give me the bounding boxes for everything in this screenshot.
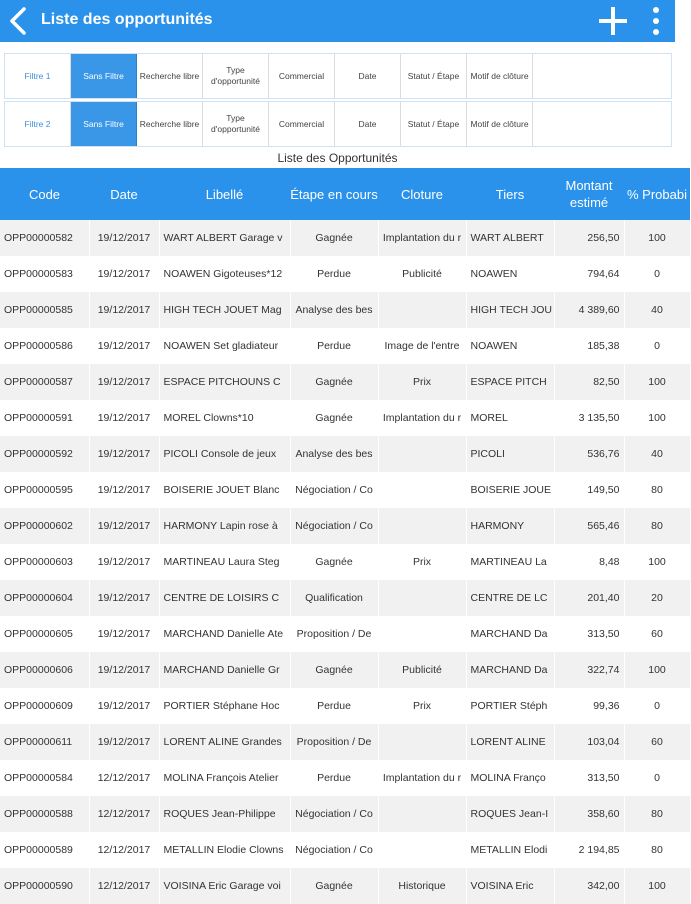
column-header-stage[interactable]: Étape en cours xyxy=(290,168,378,220)
code-cell: OPP00000582 xyxy=(0,220,89,256)
probability-cell: 80 xyxy=(624,508,690,544)
stage-cell: Perdue xyxy=(290,688,378,724)
app-bar xyxy=(0,0,675,42)
amount-cell: 3 135,50 xyxy=(554,400,624,436)
third-party-cell: HIGH TECH JOU xyxy=(466,292,554,328)
more-vert-icon[interactable] xyxy=(646,4,666,38)
third-party-cell: LORENT ALINE xyxy=(466,724,554,760)
table-row[interactable] xyxy=(0,364,690,400)
amount-cell: 2 194,85 xyxy=(554,832,624,868)
label-cell: MARTINEAU Laura Steg xyxy=(159,544,290,580)
date-cell: 19/12/2017 xyxy=(89,472,159,508)
closure-cell: Implantation du r xyxy=(378,760,466,796)
probability-cell: 100 xyxy=(624,544,690,580)
date-cell: 12/12/2017 xyxy=(89,832,159,868)
table-row[interactable] xyxy=(0,508,690,544)
filter-2-status-option[interactable]: Statut / Étape xyxy=(401,102,467,146)
filter-panel xyxy=(4,53,672,149)
third-party-cell: ESPACE PITCH xyxy=(466,364,554,400)
filter-2-opportunity-type-option[interactable]: Type d'opportunité xyxy=(203,102,269,146)
filter-row-1 xyxy=(4,53,672,99)
label-cell: MARCHAND Danielle Gr xyxy=(159,652,290,688)
column-header-third-party[interactable]: Tiers xyxy=(466,168,554,220)
date-cell: 19/12/2017 xyxy=(89,508,159,544)
stage-cell: Gagnée xyxy=(290,544,378,580)
third-party-cell: VOISINA Eric xyxy=(466,868,554,904)
third-party-cell: MARTINEAU La xyxy=(466,544,554,580)
amount-cell: 149,50 xyxy=(554,472,624,508)
amount-cell: 8,48 xyxy=(554,544,624,580)
table-row[interactable] xyxy=(0,580,690,616)
stage-cell: Négociation / Co xyxy=(290,796,378,832)
table-row[interactable] xyxy=(0,256,690,292)
code-cell: OPP00000605 xyxy=(0,616,89,652)
label-cell: HIGH TECH JOUET Mag xyxy=(159,292,290,328)
filter-1-empty-area xyxy=(533,54,671,98)
table-row[interactable] xyxy=(0,436,690,472)
third-party-cell: NOAWEN xyxy=(466,328,554,364)
amount-cell: 4 389,60 xyxy=(554,292,624,328)
stage-cell: Analyse des bes xyxy=(290,436,378,472)
probability-cell: 100 xyxy=(624,868,690,904)
closure-cell: Prix xyxy=(378,544,466,580)
amount-cell: 82,50 xyxy=(554,364,624,400)
stage-cell: Gagnée xyxy=(290,220,378,256)
closure-cell xyxy=(378,436,466,472)
filter-2-no-filter-option[interactable]: Sans Filtre xyxy=(71,102,137,146)
third-party-cell: BOISERIE JOUE xyxy=(466,472,554,508)
date-cell: 19/12/2017 xyxy=(89,688,159,724)
amount-cell: 201,40 xyxy=(554,580,624,616)
label-cell: WART ALBERT Garage v xyxy=(159,220,290,256)
table-body xyxy=(0,220,690,904)
probability-cell: 100 xyxy=(624,400,690,436)
closure-cell xyxy=(378,472,466,508)
third-party-cell: HARMONY xyxy=(466,508,554,544)
filter-1-opportunity-type-option[interactable]: Type d'opportunité xyxy=(203,54,269,98)
code-cell: OPP00000603 xyxy=(0,544,89,580)
amount-cell: 342,00 xyxy=(554,868,624,904)
code-cell: OPP00000595 xyxy=(0,472,89,508)
plus-icon[interactable] xyxy=(597,5,629,37)
table-row[interactable] xyxy=(0,292,690,328)
column-header-closure[interactable]: Cloture xyxy=(378,168,466,220)
probability-cell: 0 xyxy=(624,328,690,364)
stage-cell: Gagnée xyxy=(290,868,378,904)
label-cell: CENTRE DE LOISIRS C xyxy=(159,580,290,616)
stage-cell: Gagnée xyxy=(290,364,378,400)
amount-cell: 322,74 xyxy=(554,652,624,688)
table-row[interactable] xyxy=(0,400,690,436)
table-row[interactable] xyxy=(0,796,690,832)
closure-cell: Publicité xyxy=(378,652,466,688)
probability-cell: 0 xyxy=(624,688,690,724)
back-arrow-icon[interactable] xyxy=(6,6,32,36)
label-cell: MARCHAND Danielle Ate xyxy=(159,616,290,652)
label-cell: BOISERIE JOUET Blanc xyxy=(159,472,290,508)
probability-cell: 40 xyxy=(624,292,690,328)
closure-cell xyxy=(378,724,466,760)
closure-cell xyxy=(378,292,466,328)
code-cell: OPP00000586 xyxy=(0,328,89,364)
third-party-cell: WART ALBERT xyxy=(466,220,554,256)
third-party-cell: CENTRE DE LC xyxy=(466,580,554,616)
code-cell: OPP00000592 xyxy=(0,436,89,472)
filter-row-2 xyxy=(4,101,672,147)
closure-cell xyxy=(378,796,466,832)
filter-2-label: Filtre 2 xyxy=(5,102,71,146)
closure-cell: Implantation du r xyxy=(378,400,466,436)
date-cell: 19/12/2017 xyxy=(89,400,159,436)
code-cell: OPP00000591 xyxy=(0,400,89,436)
table-row[interactable] xyxy=(0,616,690,652)
column-header-code[interactable]: Code xyxy=(0,168,89,220)
table-row[interactable] xyxy=(0,832,690,868)
third-party-cell: MARCHAND Da xyxy=(466,616,554,652)
stage-cell: Négociation / Co xyxy=(290,508,378,544)
stage-cell: Gagnée xyxy=(290,400,378,436)
filter-1-date-option[interactable]: Date xyxy=(335,54,401,98)
closure-cell: Publicité xyxy=(378,256,466,292)
stage-cell: Perdue xyxy=(290,328,378,364)
label-cell: VOISINA Eric Garage voi xyxy=(159,868,290,904)
third-party-cell: ROQUES Jean-I xyxy=(466,796,554,832)
closure-cell: Image de l'entre xyxy=(378,328,466,364)
date-cell: 19/12/2017 xyxy=(89,724,159,760)
code-cell: OPP00000585 xyxy=(0,292,89,328)
probability-cell: 20 xyxy=(624,580,690,616)
stage-cell: Qualification xyxy=(290,580,378,616)
third-party-cell: MOREL xyxy=(466,400,554,436)
table-row[interactable] xyxy=(0,544,690,580)
amount-cell: 313,50 xyxy=(554,760,624,796)
code-cell: OPP00000589 xyxy=(0,832,89,868)
label-cell: PICOLI Console de jeux xyxy=(159,436,290,472)
code-cell: OPP00000611 xyxy=(0,724,89,760)
filter-2-date-option[interactable]: Date xyxy=(335,102,401,146)
label-cell: METALLIN Elodie Clowns xyxy=(159,832,290,868)
code-cell: OPP00000587 xyxy=(0,364,89,400)
amount-cell: 256,50 xyxy=(554,220,624,256)
third-party-cell: NOAWEN xyxy=(466,256,554,292)
column-header-label[interactable]: Libellé xyxy=(159,168,290,220)
closure-cell: Prix xyxy=(378,688,466,724)
label-cell: NOAWEN Set gladiateur xyxy=(159,328,290,364)
table-row[interactable] xyxy=(0,652,690,688)
probability-cell: 80 xyxy=(624,832,690,868)
stage-cell: Proposition / De xyxy=(290,724,378,760)
table-row[interactable] xyxy=(0,724,690,760)
date-cell: 19/12/2017 xyxy=(89,364,159,400)
label-cell: MOLINA François Atelier xyxy=(159,760,290,796)
table-header-row xyxy=(0,168,690,220)
third-party-cell: MARCHAND Da xyxy=(466,652,554,688)
probability-cell: 100 xyxy=(624,364,690,400)
code-cell: OPP00000583 xyxy=(0,256,89,292)
probability-cell: 80 xyxy=(624,472,690,508)
table-row[interactable] xyxy=(0,868,690,904)
probability-cell: 80 xyxy=(624,796,690,832)
probability-cell: 60 xyxy=(624,724,690,760)
stage-cell: Négociation / Co xyxy=(290,832,378,868)
label-cell: LORENT ALINE Grandes xyxy=(159,724,290,760)
probability-cell: 0 xyxy=(624,256,690,292)
closure-cell xyxy=(378,508,466,544)
stage-cell: Perdue xyxy=(290,760,378,796)
amount-cell: 358,60 xyxy=(554,796,624,832)
stage-cell: Perdue xyxy=(290,256,378,292)
code-cell: OPP00000604 xyxy=(0,580,89,616)
amount-cell: 536,76 xyxy=(554,436,624,472)
stage-cell: Analyse des bes xyxy=(290,292,378,328)
code-cell: OPP00000609 xyxy=(0,688,89,724)
filter-1-close-reason-option[interactable]: Motif de clôture xyxy=(467,54,533,98)
amount-cell: 565,46 xyxy=(554,508,624,544)
code-cell: OPP00000588 xyxy=(0,796,89,832)
date-cell: 19/12/2017 xyxy=(89,328,159,364)
third-party-cell: METALLIN Elodi xyxy=(466,832,554,868)
third-party-cell: MOLINA Franço xyxy=(466,760,554,796)
date-cell: 19/12/2017 xyxy=(89,220,159,256)
filter-2-close-reason-option[interactable]: Motif de clôture xyxy=(467,102,533,146)
probability-cell: 60 xyxy=(624,616,690,652)
stage-cell: Négociation / Co xyxy=(290,472,378,508)
stage-cell: Proposition / De xyxy=(290,616,378,652)
third-party-cell: PICOLI xyxy=(466,436,554,472)
filter-1-sales-rep-option[interactable]: Commercial xyxy=(269,54,335,98)
date-cell: 12/12/2017 xyxy=(89,868,159,904)
label-cell: HARMONY Lapin rose à xyxy=(159,508,290,544)
amount-cell: 313,50 xyxy=(554,616,624,652)
filter-2-sales-rep-option[interactable]: Commercial xyxy=(269,102,335,146)
page-title: Liste des opportunités xyxy=(41,11,213,28)
table-row[interactable] xyxy=(0,328,690,364)
filter-1-label: Filtre 1 xyxy=(5,54,71,98)
probability-cell: 40 xyxy=(624,436,690,472)
closure-cell xyxy=(378,616,466,652)
table-row[interactable] xyxy=(0,688,690,724)
table-row[interactable] xyxy=(0,472,690,508)
closure-cell: Prix xyxy=(378,364,466,400)
third-party-cell: PORTIER Stéph xyxy=(466,688,554,724)
amount-cell: 185,38 xyxy=(554,328,624,364)
amount-cell: 794,64 xyxy=(554,256,624,292)
date-cell: 19/12/2017 xyxy=(89,544,159,580)
label-cell: ESPACE PITCHOUNS C xyxy=(159,364,290,400)
date-cell: 19/12/2017 xyxy=(89,580,159,616)
label-cell: PORTIER Stéphane Hoc xyxy=(159,688,290,724)
date-cell: 19/12/2017 xyxy=(89,436,159,472)
filter-1-free-search-option[interactable]: Recherche libre xyxy=(137,54,203,98)
probability-cell: 100 xyxy=(624,220,690,256)
closure-cell xyxy=(378,580,466,616)
amount-cell: 103,04 xyxy=(554,724,624,760)
column-header-amount[interactable]: Montant estimé xyxy=(554,168,624,220)
code-cell: OPP00000584 xyxy=(0,760,89,796)
column-header-probability[interactable]: % Probabi xyxy=(624,168,690,220)
closure-cell: Implantation du r xyxy=(378,220,466,256)
filter-1-no-filter-option[interactable]: Sans Filtre xyxy=(71,54,137,98)
code-cell: OPP00000606 xyxy=(0,652,89,688)
filter-2-empty-area xyxy=(533,102,671,146)
amount-cell: 99,36 xyxy=(554,688,624,724)
table-row[interactable] xyxy=(0,220,690,256)
label-cell: MOREL Clowns*10 xyxy=(159,400,290,436)
filter-1-status-option[interactable]: Statut / Étape xyxy=(401,54,467,98)
closure-cell xyxy=(378,832,466,868)
code-cell: OPP00000590 xyxy=(0,868,89,904)
column-header-date[interactable]: Date xyxy=(89,168,159,220)
table-row[interactable] xyxy=(0,760,690,796)
code-cell: OPP00000602 xyxy=(0,508,89,544)
date-cell: 19/12/2017 xyxy=(89,256,159,292)
opportunities-table xyxy=(0,168,691,904)
closure-cell: Historique xyxy=(378,868,466,904)
stage-cell: Gagnée xyxy=(290,652,378,688)
date-cell: 12/12/2017 xyxy=(89,796,159,832)
list-title: Liste des Opportunités xyxy=(277,151,398,165)
probability-cell: 0 xyxy=(624,760,690,796)
date-cell: 12/12/2017 xyxy=(89,760,159,796)
probability-cell: 100 xyxy=(624,652,690,688)
filter-2-free-search-option[interactable]: Recherche libre xyxy=(137,102,203,146)
date-cell: 19/12/2017 xyxy=(89,292,159,328)
date-cell: 19/12/2017 xyxy=(89,616,159,652)
label-cell: ROQUES Jean-Philippe xyxy=(159,796,290,832)
label-cell: NOAWEN Gigoteuses*12 xyxy=(159,256,290,292)
date-cell: 19/12/2017 xyxy=(89,652,159,688)
